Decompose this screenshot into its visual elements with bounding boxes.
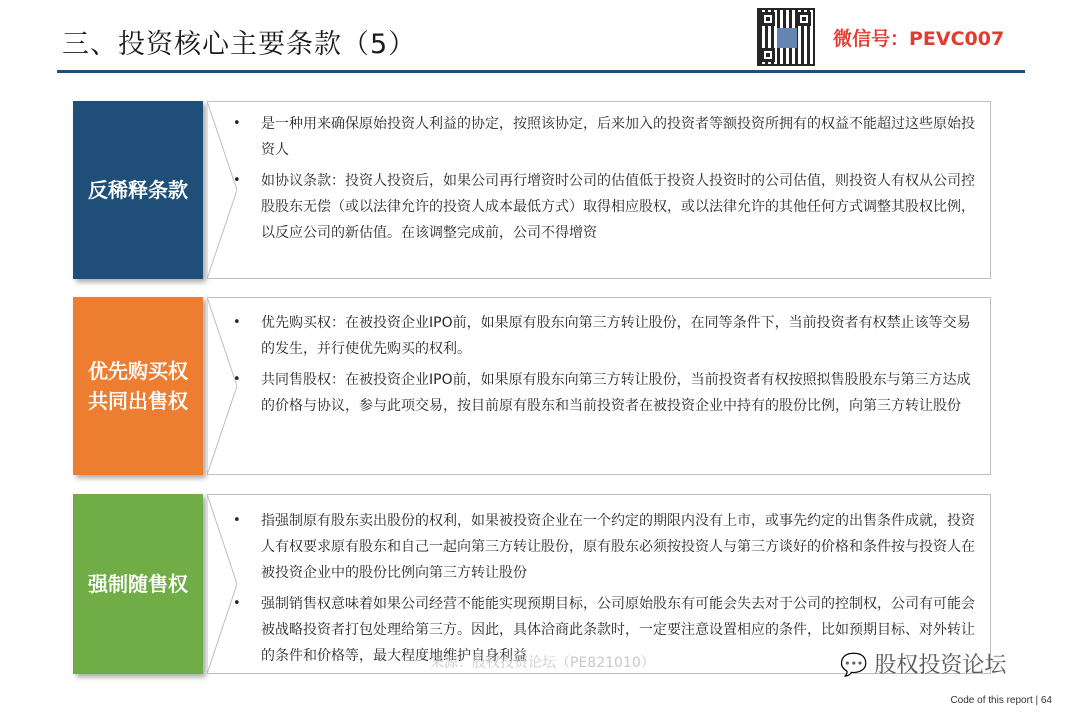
term-label-box (73, 101, 203, 279)
qr-finder (761, 48, 775, 62)
bullet-list (261, 111, 979, 251)
title-rule (57, 70, 1025, 73)
term-label: 优先购买权 (88, 359, 188, 383)
bullet-item: • 优先购买权：在被投资企业IPO前，如果原有股东向第三方转让股份，在同等条件下，当前投资者有权禁止该等交易的发生，并行使优先购买的权利。 (261, 310, 979, 362)
bullet-item: • 如协议条款：投资人投资后，如果公司再行增资时公司的估值低于投资人投资时的公司估值，则投资人有权从公司控股股东无偿（或以法律允许的投资人成本最低方式）取得相应股权，或以法律允许的其他任何方式调整其股权比例，以反应公司的新估值。在该调整完成前，公司不得增资 (261, 168, 979, 246)
term-label: 强制随售权 (88, 572, 188, 596)
source-watermark: 来源：股权投资论坛（PE821010） (430, 655, 655, 671)
forum-watermark (840, 648, 1006, 679)
bullet-item: • 强制销售权意味着如果公司经营不能能实现预期目标，公司原始股东有可能会失去对于公司的控制权，公司有可能会被战略投资者打包处理给第三方。因此，具体洽商此条款时，一定要注意设置相应的条件，比如预期目标、对外转让的条件和价格等，最大程度地维护自身利益 (261, 591, 979, 669)
qr-finder (761, 12, 775, 26)
qr-center-logo (777, 28, 797, 48)
qr-code-image (757, 8, 815, 66)
term-label: 共同出售权 (88, 389, 188, 413)
bullet-item: • 指强制原有股东卖出股份的权利，如果被投资企业在一个约定的期限内没有上市，或事先约定的出售条件成就，投资人有权要求原有股东和自己一起向第三方转让股份，原有股东必须按投资人与第三方谈好的价格和条件按与投资人在被投资企业中的股份比例向第三方转让股份 (261, 508, 979, 586)
term-row-drag-along (73, 494, 991, 674)
term-label-box (73, 494, 203, 674)
wechat-id: 微信号：PEVC007 (833, 28, 1005, 50)
bullet-list (261, 310, 979, 424)
page-title: 三、投资核心主要条款（5） (62, 29, 417, 60)
term-row-anti-dilution (73, 101, 991, 279)
bullet-item: • 共同售股权：在被投资企业IPO前，如果原有股东向第三方转让股份，当前投资者有权按照拟售股股东与第三方达成的价格与协议，参与此项交易，按目前原有股东和当前投资者在被投资企业中持有的股份比例，向第三方转让股份 (261, 367, 979, 419)
page-footer: Code of this report | 64 (950, 695, 1052, 706)
chat-bubble-icon: 💬 (840, 653, 868, 678)
watermark-text: 股权投资论坛 (874, 653, 1007, 678)
bullet-item: • 是一种用来确保原始投资人利益的协定，按照该协定，后来加入的投资者等额投资所拥有的权益不能超过这些原始投资人 (261, 111, 979, 163)
term-label: 反稀释条款 (88, 178, 188, 202)
term-row-preemptive-cosale (73, 297, 991, 475)
term-label-box (73, 297, 203, 475)
qr-finder (797, 12, 811, 26)
